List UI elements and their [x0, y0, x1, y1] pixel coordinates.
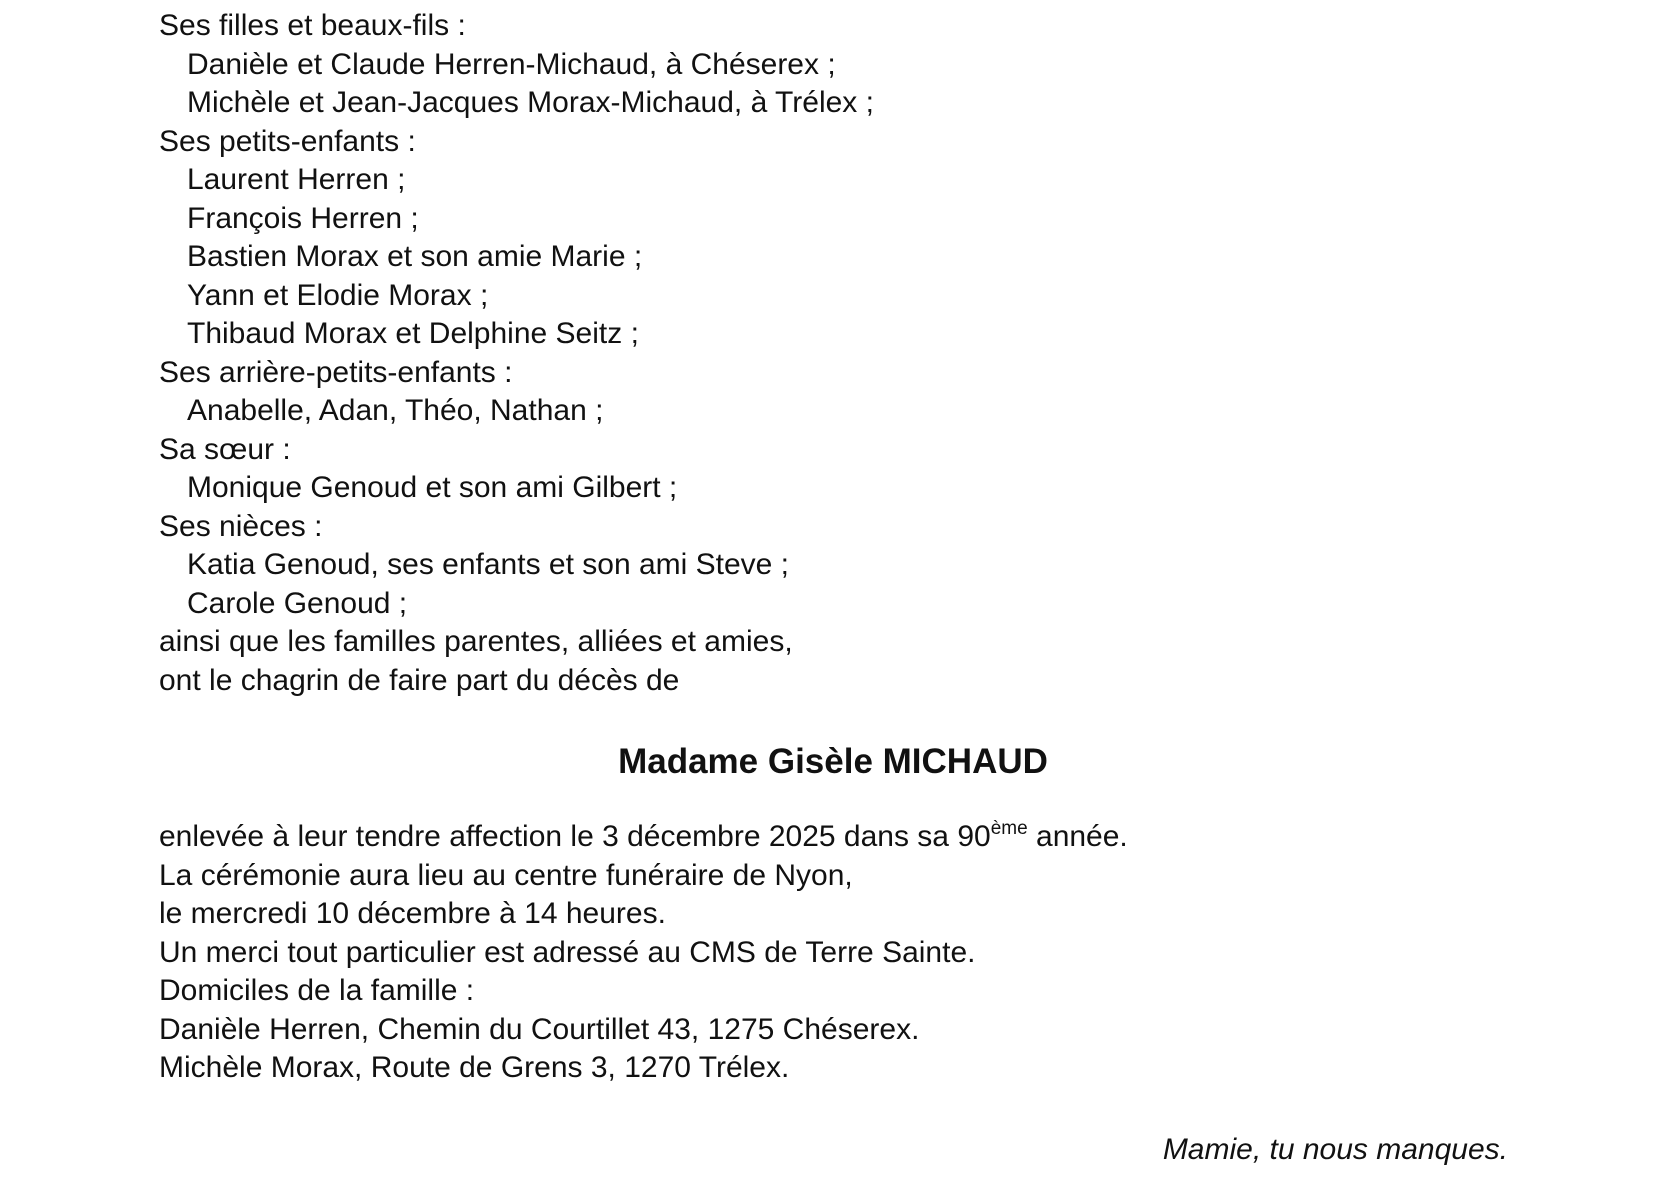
grandchild-entry: Thibaud Morax et Delphine Seitz ; — [187, 317, 639, 350]
sister-heading: Sa sœur : — [159, 432, 291, 466]
ordinal-suffix: ème — [990, 818, 1028, 839]
thanks-line: Un merci tout particulier est adressé au CMS de Terre Sainte. — [159, 935, 976, 969]
closing-line: ainsi que les familles parentes, alliées et amies, — [159, 625, 793, 658]
domiciles-heading: Domiciles de la famille : — [159, 974, 475, 1007]
great-grandchild-entry: Anabelle, Adan, Théo, Nathan ; — [187, 394, 604, 427]
funeral-details — [159, 818, 1128, 1088]
great-grandchildren-heading: Ses arrière-petits-enfants : — [159, 355, 513, 389]
sister-entry: Monique Genoud et son ami Gilbert ; — [187, 471, 678, 504]
daughter-entry: Danièle et Claude Herren-Michaud, à Chéserex ; — [187, 47, 836, 81]
daughters-heading: Ses filles et beaux-fils : — [159, 9, 466, 42]
niece-entry: Carole Genoud ; — [187, 586, 408, 620]
deceased-name: Madame Gisèle MICHAUD — [618, 742, 1048, 781]
domicile-entry: Danièle Herren, Chemin du Courtillet 43, 1275 Chéserex. — [159, 1012, 920, 1046]
grandchildren-heading: Ses petits-enfants : — [159, 124, 416, 158]
death-announcement — [159, 818, 1128, 857]
grandchild-entry: Bastien Morax et son amie Marie ; — [187, 240, 643, 273]
grandchild-entry: Laurent Herren ; — [187, 163, 406, 196]
death-text: enlevée à leur tendre affection le 3 décembre 2025 dans sa 90 — [159, 820, 991, 853]
nieces-heading: Ses nièces : — [159, 509, 323, 543]
grandchild-entry: Yann et Elodie Morax ; — [187, 278, 489, 312]
signature-line: Mamie, tu nous manques. — [1162, 1133, 1508, 1166]
niece-entry: Katia Genoud, ses enfants et son ami Steve ; — [187, 548, 790, 581]
grandchild-entry: François Herren ; — [187, 201, 419, 235]
family-list — [159, 7, 874, 700]
daughter-entry: Michèle et Jean-Jacques Morax-Michaud, à Trélex ; — [187, 86, 874, 119]
ceremony-location: La cérémonie aura lieu au centre funéraire de Nyon, — [159, 858, 853, 892]
death-text-end: année. — [1027, 820, 1128, 853]
domicile-entry: Michèle Morax, Route de Grens 3, 1270 Trélex. — [159, 1051, 790, 1084]
ceremony-date: le mercredi 10 décembre à 14 heures. — [159, 897, 666, 930]
closing-line: ont le chagrin de faire part du décès de — [159, 663, 680, 697]
